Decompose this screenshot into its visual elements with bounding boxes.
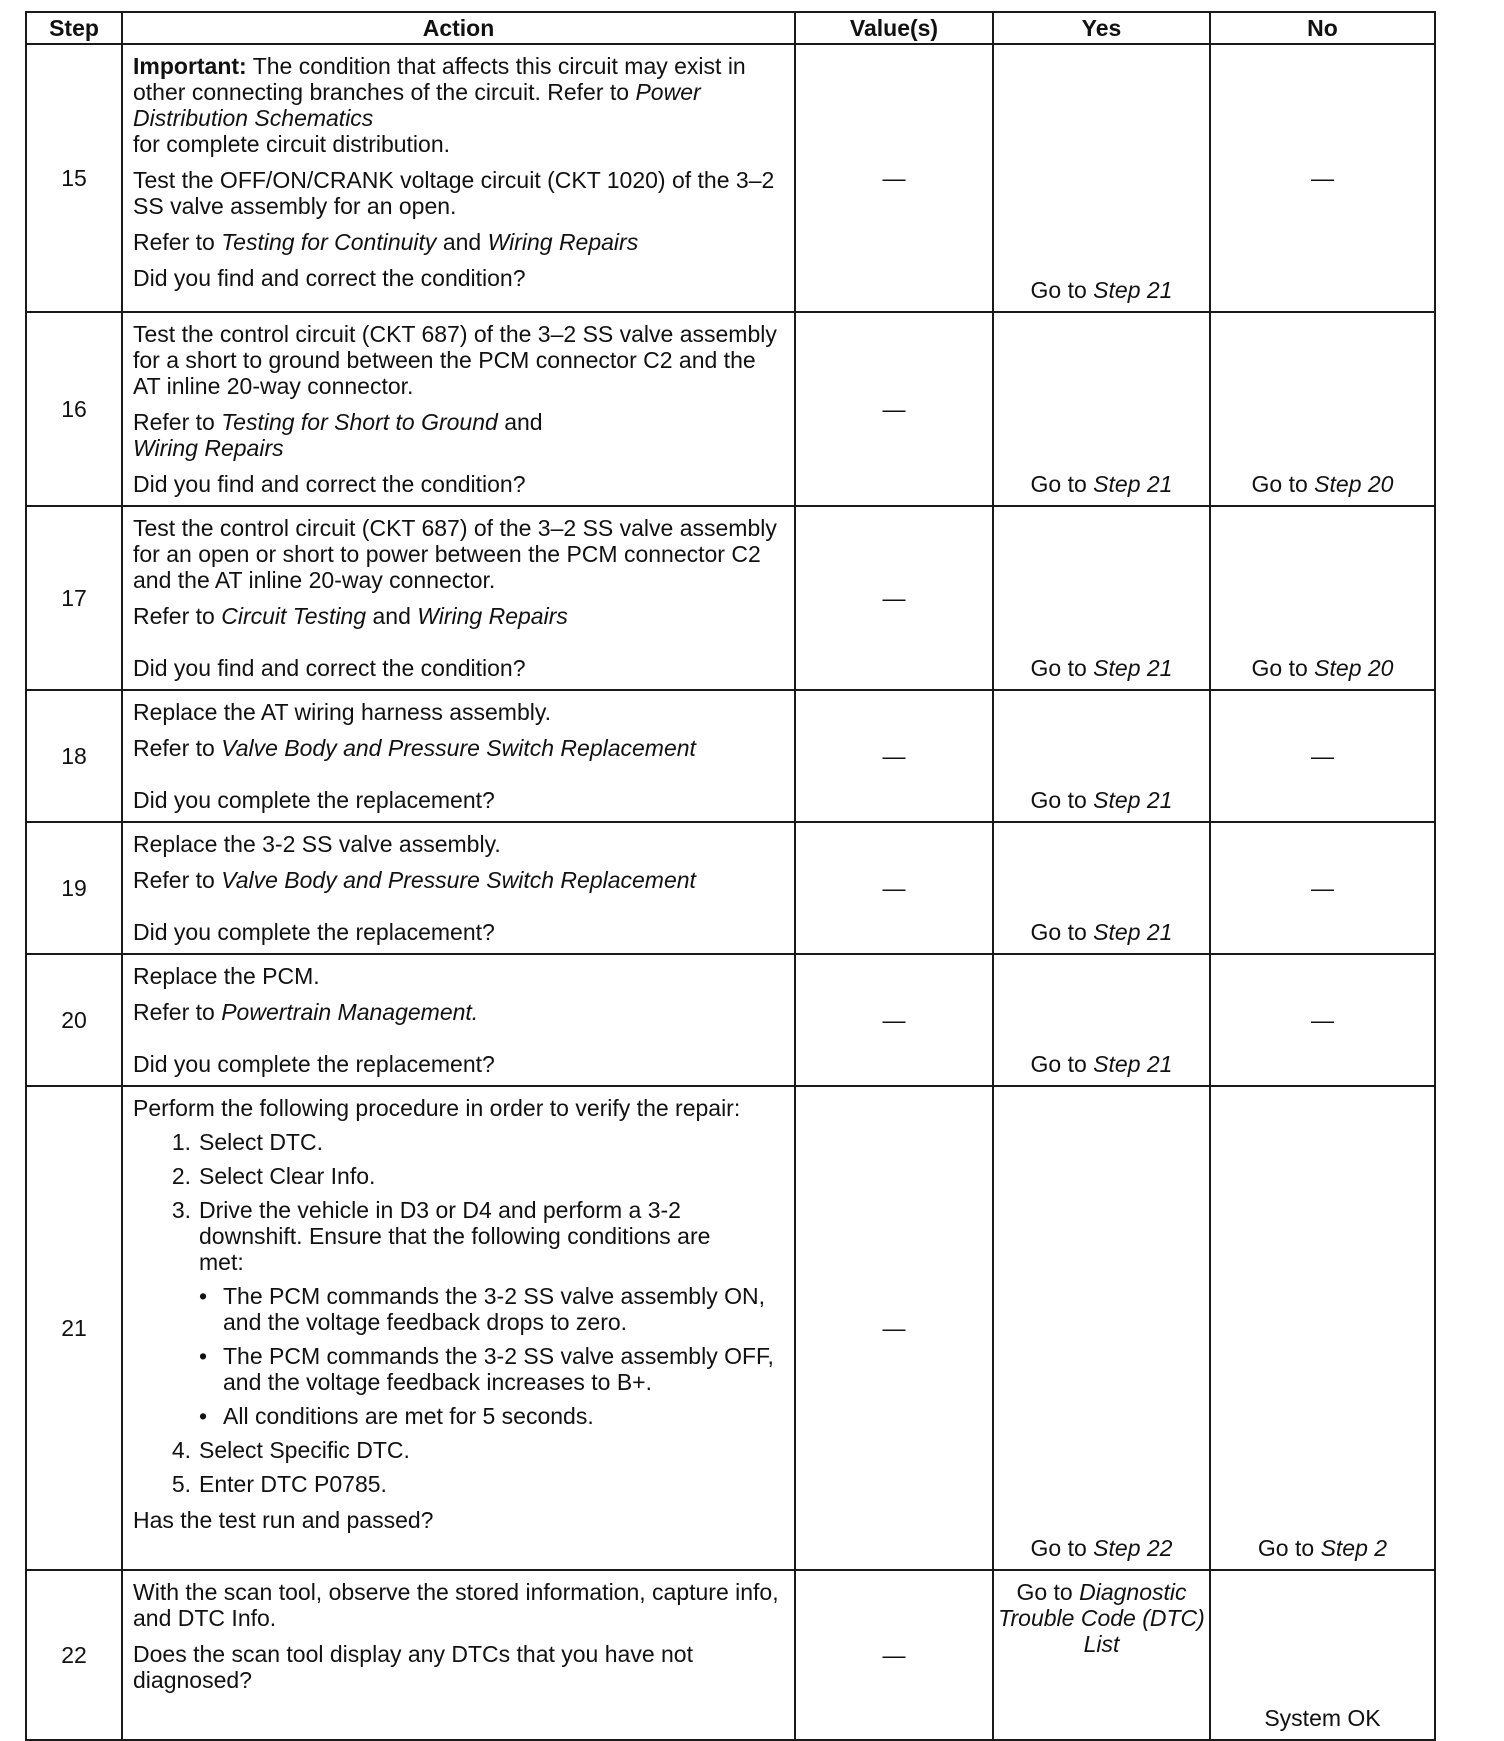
yes-reference: Diagnostic Trouble Code (DTC) List (998, 1579, 1205, 1657)
no-step-ref: Step 20 (1314, 655, 1394, 681)
important-tail: for complete circuit distribution. (133, 131, 451, 157)
action-cell (122, 1570, 795, 1740)
yes-step-ref: Step 22 (1093, 1535, 1173, 1561)
no-cell: — (1210, 690, 1435, 822)
table-row (26, 506, 1435, 690)
question-text: Did you complete the replacement? (133, 787, 495, 813)
yes-cell: Go to Diagnostic Trouble Code (DTC) List (993, 1570, 1210, 1740)
refer-line: Refer to Testing for Continuity and Wiring Repairs (133, 229, 639, 255)
no-cell: — (1210, 44, 1435, 312)
value-cell: — (795, 44, 993, 312)
value-cell: — (795, 822, 993, 954)
yes-step-ref: Step 21 (1093, 277, 1173, 303)
header-values: Value(s) (795, 12, 993, 44)
value-cell: — (795, 312, 993, 506)
reference-link: Circuit Testing (221, 603, 367, 629)
action-cell (122, 822, 795, 954)
action-cell (122, 506, 795, 690)
yes-cell: Go to Step 22 (993, 1086, 1210, 1570)
instruction-text: Replace the AT wiring harness assembly. (133, 699, 552, 725)
important-ref: Power Distribution Schematics (133, 79, 701, 131)
no-cell: Go to Step 2 (1210, 1086, 1435, 1570)
value-cell: — (795, 954, 993, 1086)
refer-line: Refer to Valve Body and Pressure Switch Replacement (133, 735, 696, 761)
important-note (133, 53, 786, 131)
instruction-text: Perform the following procedure in order to verify the repair: (133, 1095, 741, 1121)
no-step-ref: Step 20 (1314, 471, 1394, 497)
header-action: Action (122, 12, 795, 44)
important-text: The condition that affects this circuit may exist in other connecting branches of the circuit. Refer to (133, 53, 746, 105)
list-item: 4. Select Specific DTC. (171, 1437, 410, 1463)
value-cell: — (795, 506, 993, 690)
question-text: Did you find and correct the condition? (133, 655, 526, 681)
reference-link: Wiring Repairs (487, 229, 639, 255)
question-text: Did you find and correct the condition? (133, 265, 526, 291)
list-item: 5. Enter DTC P0785. (171, 1471, 387, 1497)
question-text: Did you complete the replacement? (133, 919, 495, 945)
test-text: Test the control circuit (CKT 687) of the 3–2 SS valve assembly for a short to ground between the PCM connector C2 and the AT inline 20-way connector. (133, 321, 777, 399)
header-step: Step (26, 12, 122, 44)
list-item: 1. Select DTC. (171, 1129, 323, 1155)
reference-link: Testing for Short to Ground (221, 409, 498, 435)
reference-link: Wiring Repairs (417, 603, 568, 629)
table-row (26, 954, 1435, 1086)
step-number: 16 (26, 312, 122, 506)
reference-link: Testing for Continuity (221, 229, 437, 255)
action-cell (122, 44, 795, 312)
list-item: 2. Select Clear Info. (171, 1163, 376, 1189)
action-cell (122, 312, 795, 506)
reference-link: Valve Body and Pressure Switch Replacement (221, 735, 696, 761)
instruction-text: Replace the 3-2 SS valve assembly. (133, 831, 501, 857)
question-text: Did you find and correct the condition? (133, 471, 526, 497)
no-cell: System OK (1210, 1570, 1435, 1740)
value-cell: — (795, 1086, 993, 1570)
reference-link: Powertrain Management. (221, 999, 479, 1025)
yes-cell: Go to Step 21 (993, 954, 1210, 1086)
important-label: Important: (133, 53, 247, 79)
bullet-item: • All conditions are met for 5 seconds. (199, 1403, 594, 1429)
instruction-text: With the scan tool, observe the stored information, capture info, and DTC Info. (133, 1579, 779, 1631)
header-yes: Yes (993, 12, 1210, 44)
question-text: Does the scan tool display any DTCs that you have not diagnosed? (133, 1641, 693, 1693)
no-cell: Go to Step 20 (1210, 506, 1435, 690)
refer-line: Refer to Testing for Short to Ground and Wiring Repairs (133, 409, 543, 461)
step-number: 19 (26, 822, 122, 954)
step-number: 15 (26, 44, 122, 312)
step-number: 20 (26, 954, 122, 1086)
step-number: 21 (26, 1086, 122, 1570)
instruction-text: Replace the PCM. (133, 963, 320, 989)
step-number: 22 (26, 1570, 122, 1740)
no-cell: — (1210, 954, 1435, 1086)
bullet-item: • The PCM commands the 3-2 SS valve assembly ON, and the voltage feedback drops to zero. (199, 1283, 765, 1335)
test-text: Test the control circuit (CKT 687) of the 3–2 SS valve assembly for an open or short to power between the PCM connector C2 and the AT inline 20-way connector. (133, 515, 777, 593)
bullet-item: • The PCM commands the 3-2 SS valve assembly OFF, and the voltage feedback increases to B+. (199, 1343, 774, 1395)
action-cell (122, 690, 795, 822)
yes-step-ref: Step 21 (1093, 1051, 1173, 1077)
refer-line: Refer to Circuit Testing and Wiring Repairs (133, 603, 568, 629)
yes-cell: Go to Step 21 (993, 822, 1210, 954)
reference-link: Wiring Repairs (133, 435, 284, 461)
question-text: Has the test run and passed? (133, 1507, 434, 1533)
diagnostic-table (25, 11, 1436, 1741)
action-cell (122, 954, 795, 1086)
yes-cell: Go to Step 21 (993, 690, 1210, 822)
refer-line: Refer to Powertrain Management. (133, 999, 479, 1025)
list-item: 3. Drive the vehicle in D3 or D4 and perform a 3-2 downshift. Ensure that the following conditions are met: • The PCM commands the 3-2 SS valve assembly ON, and the voltage feedback drops to zero. • The PCM commands the 3-2 SS valve assembly OFF, and the voltage feedback increases to B+. • All conditions are met for 5 seconds. (133, 1197, 786, 1429)
refer-line: Refer to Valve Body and Pressure Switch Replacement (133, 867, 696, 893)
table-row (26, 44, 1435, 312)
yes-step-ref: Step 21 (1093, 787, 1173, 813)
no-cell: Go to Step 20 (1210, 312, 1435, 506)
step-number: 18 (26, 690, 122, 822)
value-cell: — (795, 690, 993, 822)
conditions-list (199, 1283, 786, 1429)
reference-link: Valve Body and Pressure Switch Replacement (221, 867, 696, 893)
yes-step-ref: Step 21 (1093, 655, 1173, 681)
yes-step-ref: Step 21 (1093, 471, 1173, 497)
value-cell: — (795, 1570, 993, 1740)
table-row (26, 1570, 1435, 1740)
table-row (26, 312, 1435, 506)
document-page (25, 11, 1434, 1731)
test-text: Test the OFF/ON/CRANK voltage circuit (CKT 1020) of the 3–2 SS valve assembly for an open. (133, 167, 775, 219)
no-step-ref: Step 2 (1320, 1535, 1388, 1561)
table-header-row (26, 12, 1435, 44)
yes-cell: Go to Step 21 (993, 506, 1210, 690)
yes-cell: Go to Step 21 (993, 44, 1210, 312)
action-cell (122, 1086, 795, 1570)
header-no: No (1210, 12, 1435, 44)
step-number: 17 (26, 506, 122, 690)
question-text: Did you complete the replacement? (133, 1051, 495, 1077)
no-cell: — (1210, 822, 1435, 954)
yes-step-ref: Step 21 (1093, 919, 1173, 945)
table-row (26, 822, 1435, 954)
procedure-list (133, 1129, 786, 1497)
table-row (26, 690, 1435, 822)
yes-cell: Go to Step 21 (993, 312, 1210, 506)
table-row (26, 1086, 1435, 1570)
